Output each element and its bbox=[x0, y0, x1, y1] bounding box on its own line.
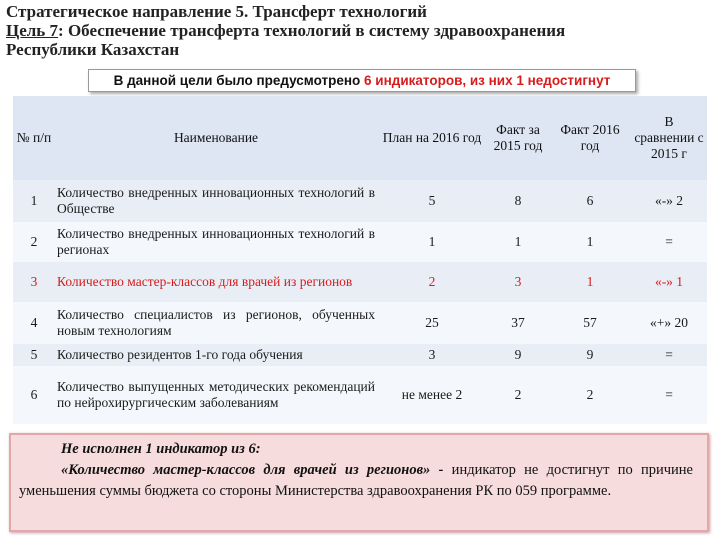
row-plan: 2 bbox=[428, 274, 436, 289]
row-name: Количество специалистов из регионов, обученных новым технологиям bbox=[57, 307, 375, 338]
row-fact-2016: 6 bbox=[586, 193, 594, 208]
header-plan: План на 2016 год bbox=[377, 96, 487, 180]
table-row bbox=[13, 262, 707, 302]
row-fact-2016: 1 bbox=[586, 274, 594, 289]
row-compare: = bbox=[665, 347, 673, 362]
page-header bbox=[6, 2, 706, 59]
row-num: 1 bbox=[30, 193, 38, 208]
row-compare: = bbox=[665, 234, 673, 249]
header-fact-2016: Факт 2016 год bbox=[549, 96, 631, 180]
table-row bbox=[13, 222, 707, 262]
indicator-summary-banner bbox=[88, 69, 636, 92]
table-row bbox=[13, 302, 707, 344]
indicators-table bbox=[13, 96, 707, 424]
banner-highlight: 6 индикаторов, из них 1 недостигнут bbox=[364, 73, 611, 88]
row-plan: не менее 2 bbox=[401, 387, 463, 402]
row-compare: «+» 20 bbox=[650, 315, 688, 330]
strategic-direction-title: Стратегическое направление 5. Трансферт технологий bbox=[6, 2, 427, 21]
row-fact-2016: 2 bbox=[586, 387, 594, 402]
row-fact-2015: 2 bbox=[514, 387, 522, 402]
note-body bbox=[19, 460, 693, 502]
row-name: Количество резидентов 1-го года обучения bbox=[57, 347, 303, 362]
row-fact-2015: 8 bbox=[514, 193, 522, 208]
row-fact-2016: 57 bbox=[583, 315, 597, 330]
row-fact-2015: 1 bbox=[514, 234, 522, 249]
row-plan: 5 bbox=[428, 193, 436, 208]
row-fact-2016: 1 bbox=[586, 234, 594, 249]
note-indicator-name: «Количество мастер-классов для врачей из регионов» - bbox=[61, 462, 444, 478]
header-num: № п/п bbox=[13, 96, 55, 180]
row-plan: 1 bbox=[428, 234, 436, 249]
row-fact-2015: 3 bbox=[514, 274, 522, 289]
indicators-table-wrapper bbox=[13, 96, 707, 428]
row-num: 2 bbox=[30, 234, 38, 249]
row-compare: «-» 2 bbox=[654, 193, 684, 208]
goal-text: : Обеспечение трансферта технологий в систему здравоохранения bbox=[58, 21, 566, 40]
row-num: 6 bbox=[30, 387, 38, 402]
header-fact-2015: Факт за 2015 год bbox=[487, 96, 549, 180]
goal-title bbox=[6, 21, 706, 40]
row-name: Количество мастер-классов для врачей из регионов bbox=[57, 274, 353, 289]
table-row bbox=[13, 344, 707, 366]
note-reason: индикатор не достигнут по причине уменьшения суммы бюджета со стороны Министерства здравоохранения РК по 059 программе. bbox=[19, 462, 693, 499]
header-name: Наименование bbox=[55, 96, 377, 180]
row-num: 5 bbox=[30, 347, 38, 362]
table-header-row bbox=[13, 96, 707, 180]
row-fact-2016: 9 bbox=[586, 347, 594, 362]
banner-prefix: В данной цели было предусмотрено bbox=[113, 73, 365, 88]
table-row bbox=[13, 366, 707, 424]
row-compare: «-» 1 bbox=[654, 274, 684, 289]
unmet-indicator-note bbox=[9, 433, 709, 532]
row-num: 4 bbox=[30, 315, 38, 330]
row-fact-2015: 37 bbox=[511, 315, 525, 330]
row-name: Количество внедренных инновационных технологий в регионах bbox=[57, 226, 375, 257]
row-num: 3 bbox=[30, 274, 38, 289]
goal-label: Цель 7 bbox=[6, 21, 59, 40]
row-name: Количество выпущенных методических рекомендаций по нейрохирургическим заболеваниям bbox=[57, 379, 375, 410]
table-row bbox=[13, 180, 707, 222]
row-plan: 3 bbox=[428, 347, 436, 362]
goal-title-continuation: Республики Казахстан bbox=[6, 40, 180, 59]
note-heading: Не исполнен 1 индикатор из 6: bbox=[61, 441, 261, 457]
header-compare: В сравнении с 2015 г bbox=[631, 96, 707, 180]
row-compare: = bbox=[665, 387, 673, 402]
row-fact-2015: 9 bbox=[514, 347, 522, 362]
row-name: Количество внедренных инновационных технологий в Обществе bbox=[57, 185, 375, 216]
row-plan: 25 bbox=[425, 315, 439, 330]
